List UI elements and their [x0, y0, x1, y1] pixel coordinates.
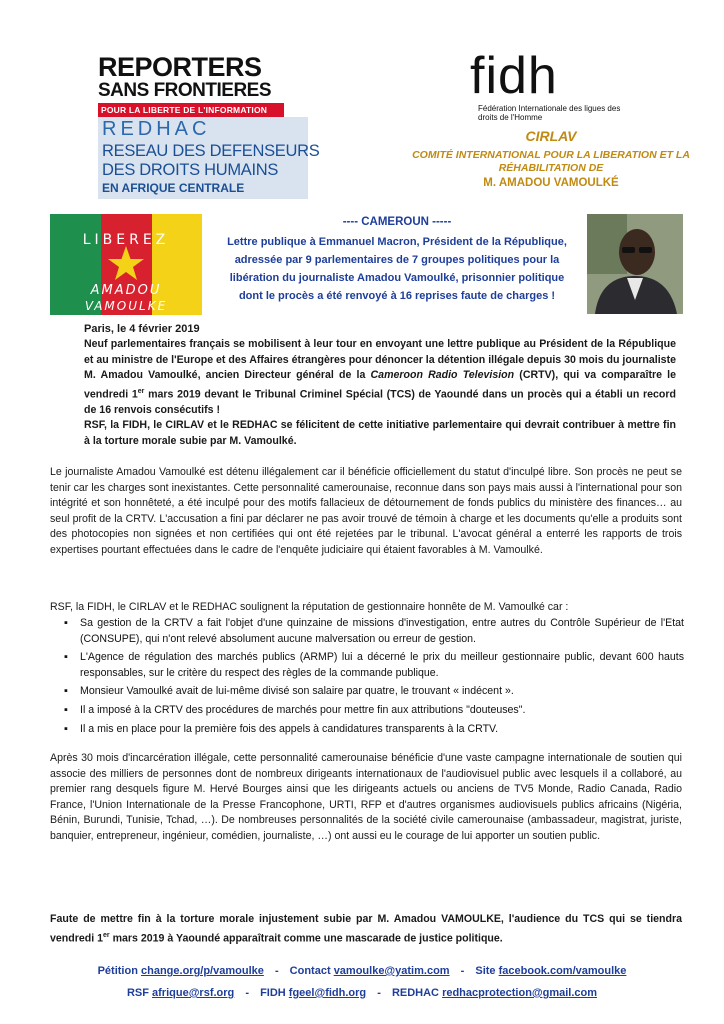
redhac-email-link[interactable]: redhacprotection@gmail.com — [442, 987, 598, 999]
headline-line-3: libération du journaliste Amadou Vamoulké, prisonnier politique — [229, 272, 565, 284]
intro-paragraph — [84, 337, 676, 449]
conclusion-text-2: mars 2019 à Yaoundé apparaîtrait comme une mascarade de justice politique. — [109, 932, 503, 945]
footer-separator: - — [274, 965, 279, 977]
redhac-logo-line3: DES DROITS HUMAINS — [102, 161, 279, 179]
fidh-logo-name: fidh — [470, 47, 558, 105]
fidh-contact-label: FIDH — [260, 987, 286, 999]
paragraph-reputation: RSF, la FIDH, le CIRLAV et le REDHAC soulignent la réputation de gestionnaire honnête de M. Vamoulké car : — [50, 601, 569, 613]
paragraph-detention: Le journaliste Amadou Vamoulké est détenu illégalement car il bénéficie officiellement du statut d'inculpé libre. Son procès ne peut se tenir car les charges sont inexistantes. Cette personnalité camerounaise, reconnue dans son pays mais aussi à l'international pour son intégrité et son honnêteté, a été inculpé pour des motifs fallacieux de détournement de fonds publics du ministère des finances… au seul profit de la CRTV. L'accusation a fini par déclarer ne pas avoir trouvé de témoin à charge et les documents qu'elle a produits sont des photocopies non signées et non certifiées qui ont été rejetées par le tribunal. L'avocat général a enterré les rapports de trois expertises pourtant effectuées dans le cadre de l'enquête judiciaire qui étaient favorables à M. Vamoulké. — [50, 466, 682, 556]
list-item: ▪ Sa gestion de la CRTV a fait l'objet d'une quinzaine de missions d'investigation, entre autres du Contrôle Supérieur de l'Etat (CONSUPE), qui n'ont relevé absolument aucune malversation ou erreur de gestion. — [64, 616, 684, 647]
flag-text-bottom: VAMOULKE — [84, 299, 168, 313]
intro-text-4: RSF, la FIDH, le CIRLAV et le REDHAC se félicitent de cette initiative parlementaire qui devrait contribuer à mettre fin à la torture morale subie par M. Vamoulké. — [84, 419, 676, 447]
rsf-logo-tagline: POUR LA LIBERTE DE L'INFORMATION — [98, 103, 284, 117]
rsf-logo — [98, 54, 284, 117]
list-item: ▪ Monsieur Vamoulké avait de lui-même divisé son salaire par quatre, le trouvant « indécent ». — [64, 684, 684, 700]
headline-line-2: adressée par 9 parlementaires de 7 groupes politiques pour la — [234, 254, 560, 266]
headline-country: ---- CAMEROUN ----- — [342, 216, 452, 228]
contact-label: Contact — [289, 965, 331, 977]
headline — [208, 216, 586, 305]
cirlav-person: M. AMADOU VAMOULKÉ — [483, 177, 619, 189]
flag-text-top: LIBEREZ — [82, 232, 170, 248]
cirlav-name: CIRLAV — [525, 128, 577, 144]
rsf-contact-label: RSF — [126, 987, 149, 999]
list-item: ▪ Il a imposé à la CRTV des procédures de marchés pour mettre fin aux attributions "douteuses". — [64, 703, 684, 719]
intro-text-3: mars 2019 devant le Tribunal Criminel Spécial (TCS) de Yaoundé dans un procès qui a établi un record de 16 renvois consécutifs ! — [84, 388, 676, 416]
intro-italic-name: Cameroon Radio Television — [370, 369, 515, 381]
redhac-logo — [98, 117, 320, 199]
footer-separator: - — [460, 965, 465, 977]
conclusion-text-1: Faute de mettre fin à la torture morale injustement subie par M. Amadou VAMOULKE, l'audience du TCS qui se tiendra vendredi 1 — [50, 913, 682, 945]
fidh-email-link[interactable]: fgeel@fidh.org — [288, 987, 367, 999]
flag-text-middle: AMADOU — [90, 283, 162, 298]
headline-line-4: dont le procès a été renvoyé à 16 reprises faute de charges ! — [238, 290, 556, 302]
intro-sup: er — [137, 387, 145, 395]
rsf-logo-line1: REPORTERS — [98, 52, 262, 82]
site-label: Site — [475, 965, 496, 977]
cameroon-flag-image — [50, 214, 202, 315]
paragraph-support-campaign: Après 30 mois d'incarcération illégale, cette personnalité camerounaise bénéficie d'une vaste campagne internationale de soutien qui associe des milliers de personnes dont de nombreux dirigeants internationaux de l'audiovisuel public avec lesquels il a collaboré, au premier rang desquels figure M. Hervé Bourges ainsi que les dirigeants actuels ou anciens de TV5 Monde, Radio Canada, Radio France, l'Union Internationale de la Presse Francophone, URTI, RFP et d'autres organismes audiovisuels publics africains (Nigéria, Bénin, Burundi, Tunisie, Tchad, …). De nombreuses personnalités de la société civile camerounaise (ambassadeur, magistrat, juriste, banquier, entrepreneur, ingénieur, comédien, journaliste, …) ont aussi eu le courage de lui apporter un soutien public. — [50, 752, 682, 842]
footer-line-1 — [0, 965, 724, 977]
redhac-logo-line2: RESEAU DES DEFENSEURS — [102, 142, 320, 160]
cirlav-full-name: COMITÉ INTERNATIONAL POUR LA LIBERATION ET LA RÉHABILITATION DE — [412, 149, 690, 174]
intro-text-2: (CRTV), qui va comparaître le vendredi 1 — [84, 369, 676, 401]
portrait-photo — [587, 214, 683, 314]
paragraph-conclusion — [50, 912, 682, 947]
redhac-logo-line4: EN AFRIQUE CENTRALE — [102, 181, 245, 195]
star-icon — [108, 246, 144, 280]
headline-line-1: Lettre publique à Emmanuel Macron, Président de la République, — [227, 236, 567, 248]
flag-overlay — [50, 214, 202, 315]
footer-separator: - — [245, 987, 249, 999]
reputation-list — [64, 616, 684, 740]
dateline: Paris, le 4 février 2019 — [84, 323, 200, 335]
redhac-contact-label: REDHAC — [391, 987, 439, 999]
rsf-logo-line2: SANS FRONTIERES — [98, 80, 272, 101]
fidh-logo — [470, 47, 640, 122]
cirlav-block — [395, 128, 707, 189]
site-link[interactable]: facebook.com/vamoulke — [498, 965, 627, 977]
footer-separator: - — [377, 987, 381, 999]
rsf-email-link[interactable]: afrique@rsf.org — [152, 987, 235, 999]
contact-email-link[interactable]: vamoulke@yatim.com — [333, 965, 450, 977]
petition-link[interactable]: change.org/p/vamoulke — [141, 965, 264, 977]
footer-line-2 — [0, 987, 724, 999]
list-item: ▪ Il a mis en place pour la première fois des appels à candidatures transparents à la CRTV. — [64, 722, 684, 738]
petition-label: Pétition — [97, 965, 138, 977]
person-icon — [587, 214, 683, 314]
redhac-logo-acronym: REDHAC — [102, 118, 211, 140]
fidh-logo-subtitle: Fédération Internationale des ligues des droits de l'Homme — [478, 104, 621, 122]
intro-text-1: Neuf parlementaires français se mobilisent à leur tour en envoyant une lettre publique au Président de la République et au ministre de l'Europe et des Affaires étrangères pour dénoncer la détention illégale depuis 30 mois du journaliste M. Amadou Vamoulké, ancien Directeur général de la — [84, 338, 676, 381]
list-item: ▪ L'Agence de régulation des marchés publics (ARMP) lui a décerné le prix du meilleur gestionnaire public, devant 600 hauts responsables, sur le critère du respect des règles de la commande publique. — [64, 650, 684, 681]
conclusion-sup: er — [103, 931, 110, 939]
